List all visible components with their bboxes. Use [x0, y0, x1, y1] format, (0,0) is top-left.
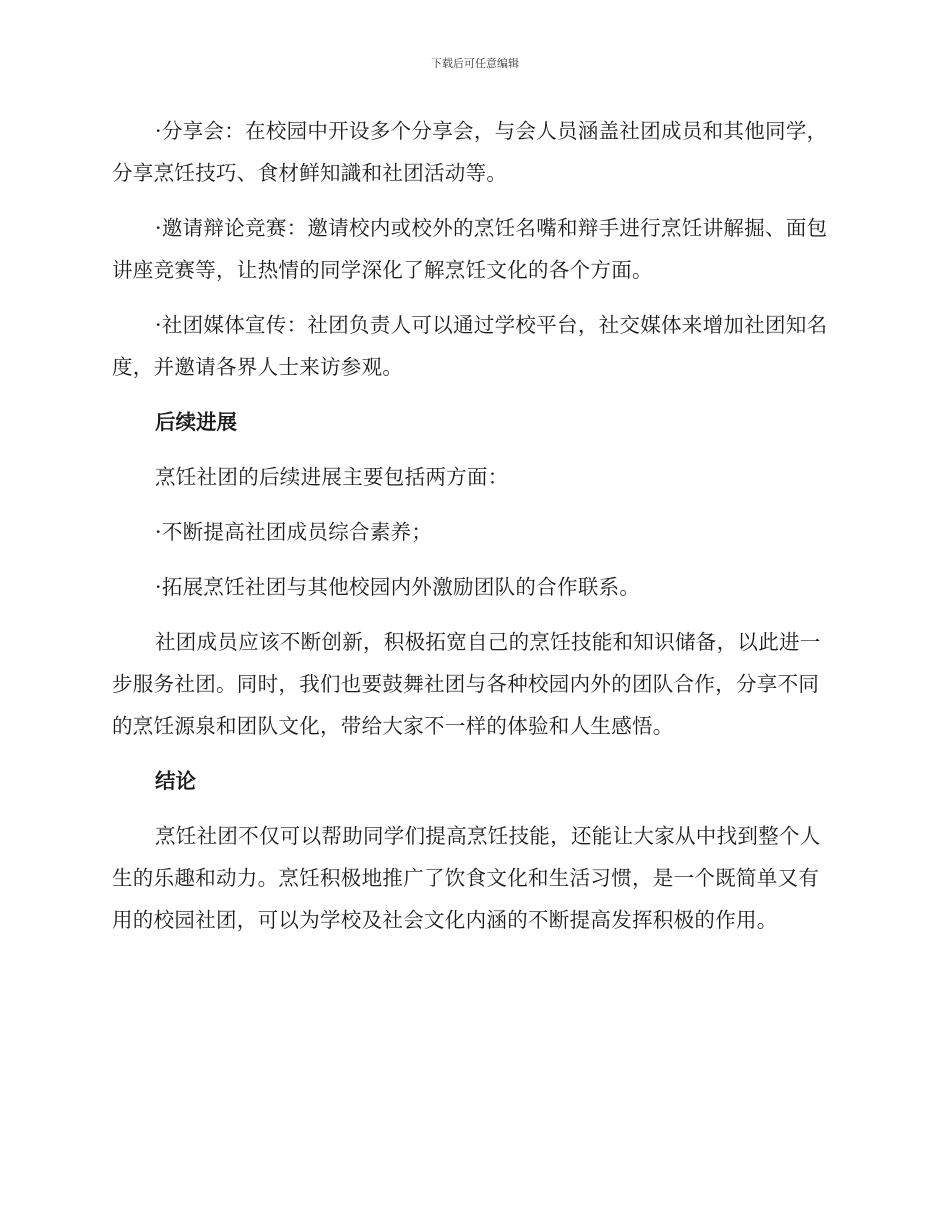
bullet-sharing-session: ·分享会：在校园中开设多个分享会，与会人员涵盖社团成员和其他同学，分享烹饪技巧、食材鲜知識和社团活动等。	[112, 119, 828, 185]
section-heading-followup: 后续进展	[155, 410, 237, 434]
bullet-media-promotion: ·社团媒体宣传：社团负责人可以通过学校平台，社交媒体来增加社团知名度，并邀请各界人士来访参观。	[112, 313, 828, 379]
bullet-debate-competition: ·邀请辩论竞赛：邀请校内或校外的烹饪名嘴和辩手进行烹饪讲解掘、面包讲座竞赛等，让热情的同学深化了解烹饪文化的各个方面。	[112, 216, 828, 282]
conclusion-paragraph: 烹饪社团不仅可以帮助同学们提高烹饪技能，还能让大家从中找到整个人生的乐趣和动力。烹饪积极地推广了饮食文化和生活习惯，是一个既简单又有用的校园社团，可以为学校及社会文化内涵的不断提高发挥积极的作用。	[112, 824, 821, 932]
bullet-expand-cooperation: ·拓展烹饪社团与其他校园内外激励团队的合作联系。	[155, 575, 641, 599]
followup-paragraph: 社团成员应该不断创新，积极拓宽自己的烹饪技能和知识储备，以此进一步服务社团。同时，我们也要鼓舞社团与各种校园内外的团队合作，分享不同的烹饪源泉和团队文化，带给大家不一样的体验和人生感悟。	[112, 630, 821, 738]
bullet-improve-quality: ·不断提高社团成员综合素养；	[155, 520, 433, 544]
page-header: 下载后可任意编辑	[431, 57, 519, 70]
document-body	[112, 110, 832, 954]
followup-intro: 烹饪社团的后续进展主要包括两方面：	[155, 465, 509, 489]
section-heading-conclusion: 结论	[155, 769, 196, 793]
